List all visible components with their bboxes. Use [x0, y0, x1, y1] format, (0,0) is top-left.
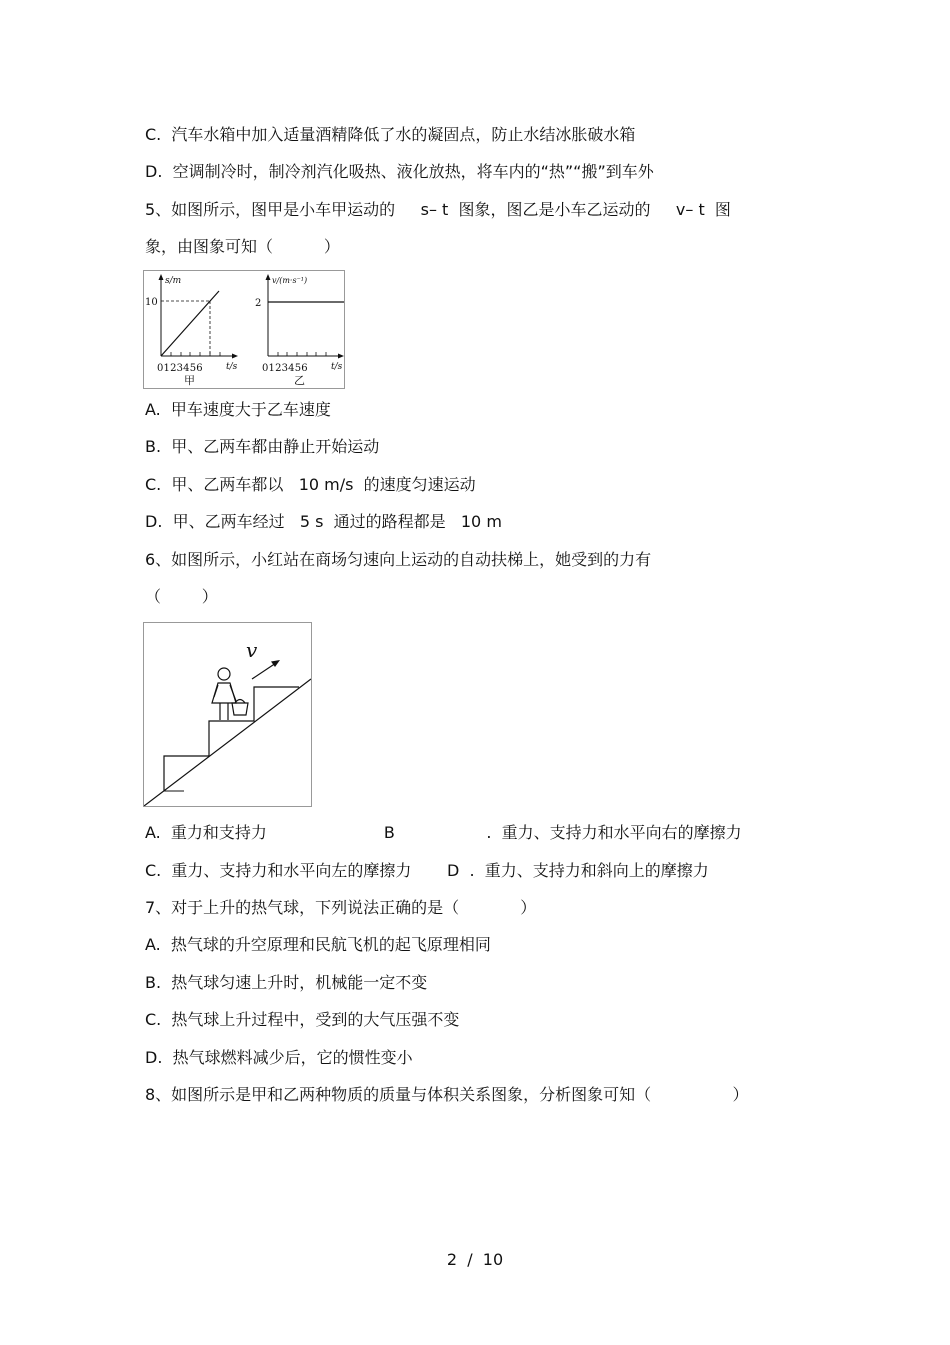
velocity-label: v: [246, 638, 258, 662]
question-5-line-1: 5、如图所示，图甲是小车甲运动的 s– t 图象，图乙是小车乙运动的 v– t 图: [145, 200, 731, 219]
question-6-line-1: 6、如图所示，小红站在商场匀速向上运动的自动扶梯上，她受到的力有: [145, 550, 652, 569]
question-7: 7、对于上升的热气球，下列说法正确的是（ ）: [145, 898, 537, 917]
figure-q6-escalator: [143, 622, 312, 807]
question-5-option-a: A. 甲车速度大于乙车速度: [145, 400, 331, 419]
caption-yi: 乙: [294, 374, 305, 387]
s-tick-10: 10: [145, 297, 158, 308]
graph-v-t: [255, 274, 344, 387]
question-7-option-c: C. 热气球上升过程中，受到的大气压强不变: [145, 1010, 460, 1029]
question-5-option-d: D. 甲、乙两车经过 5 s 通过的路程都是 10 m: [145, 512, 502, 531]
question-7-option-b: B. 热气球匀速上升时，机械能一定不变: [145, 973, 428, 992]
figure-q5: [143, 270, 345, 389]
question-7-option-a: A. 热气球的升空原理和民航飞机的起飞原理相同: [145, 935, 491, 954]
person-figure: [212, 668, 248, 720]
graph-s-t: [145, 274, 238, 387]
question-5-line-2: 象，由图象可知（ ）: [145, 237, 340, 256]
question-6-options-ab: A. 重力和支持力 B . 重力、支持力和水平向右的摩擦力: [145, 823, 742, 842]
page-number: 2 / 10: [446, 1250, 504, 1269]
t-ticks-right: 0 1 2 3 4 5 6: [262, 363, 307, 374]
option-d-prev: D. 空调制冷时，制冷剂汽化吸热、液化放热，将车内的“热”“搬”到车外: [145, 162, 654, 181]
question-5-option-c: C. 甲、乙两车都以 10 m/s 的速度匀速运动: [145, 475, 476, 494]
t-ticks-left: 0 1 2 3 4 5 6: [157, 363, 202, 374]
v-tick-2: 2: [255, 298, 262, 309]
t-axis-label-right: t/s: [331, 362, 343, 372]
question-8: 8、如图所示是甲和乙两种物质的质量与体积关系图象，分析图象可知（ ）: [145, 1085, 749, 1104]
caption-jia: 甲: [184, 374, 195, 387]
question-6-options-cd: C. 重力、支持力和水平向左的摩擦力 D . 重力、支持力和斜向上的摩擦力: [145, 861, 709, 880]
question-5-option-b: B. 甲、乙两车都由静止开始运动: [145, 437, 380, 456]
t-axis-label-left: t/s: [226, 362, 238, 372]
question-6-line-2: （ ）: [145, 587, 218, 606]
question-7-option-d: D. 热气球燃料减少后，它的惯性变小: [145, 1048, 413, 1067]
option-c-prev: C. 汽车水箱中加入适量酒精降低了水的凝固点，防止水结冰胀破水箱: [145, 125, 636, 144]
s-axis-label: s/m: [165, 276, 182, 286]
v-axis-label: v/(m·s⁻¹): [272, 276, 308, 285]
